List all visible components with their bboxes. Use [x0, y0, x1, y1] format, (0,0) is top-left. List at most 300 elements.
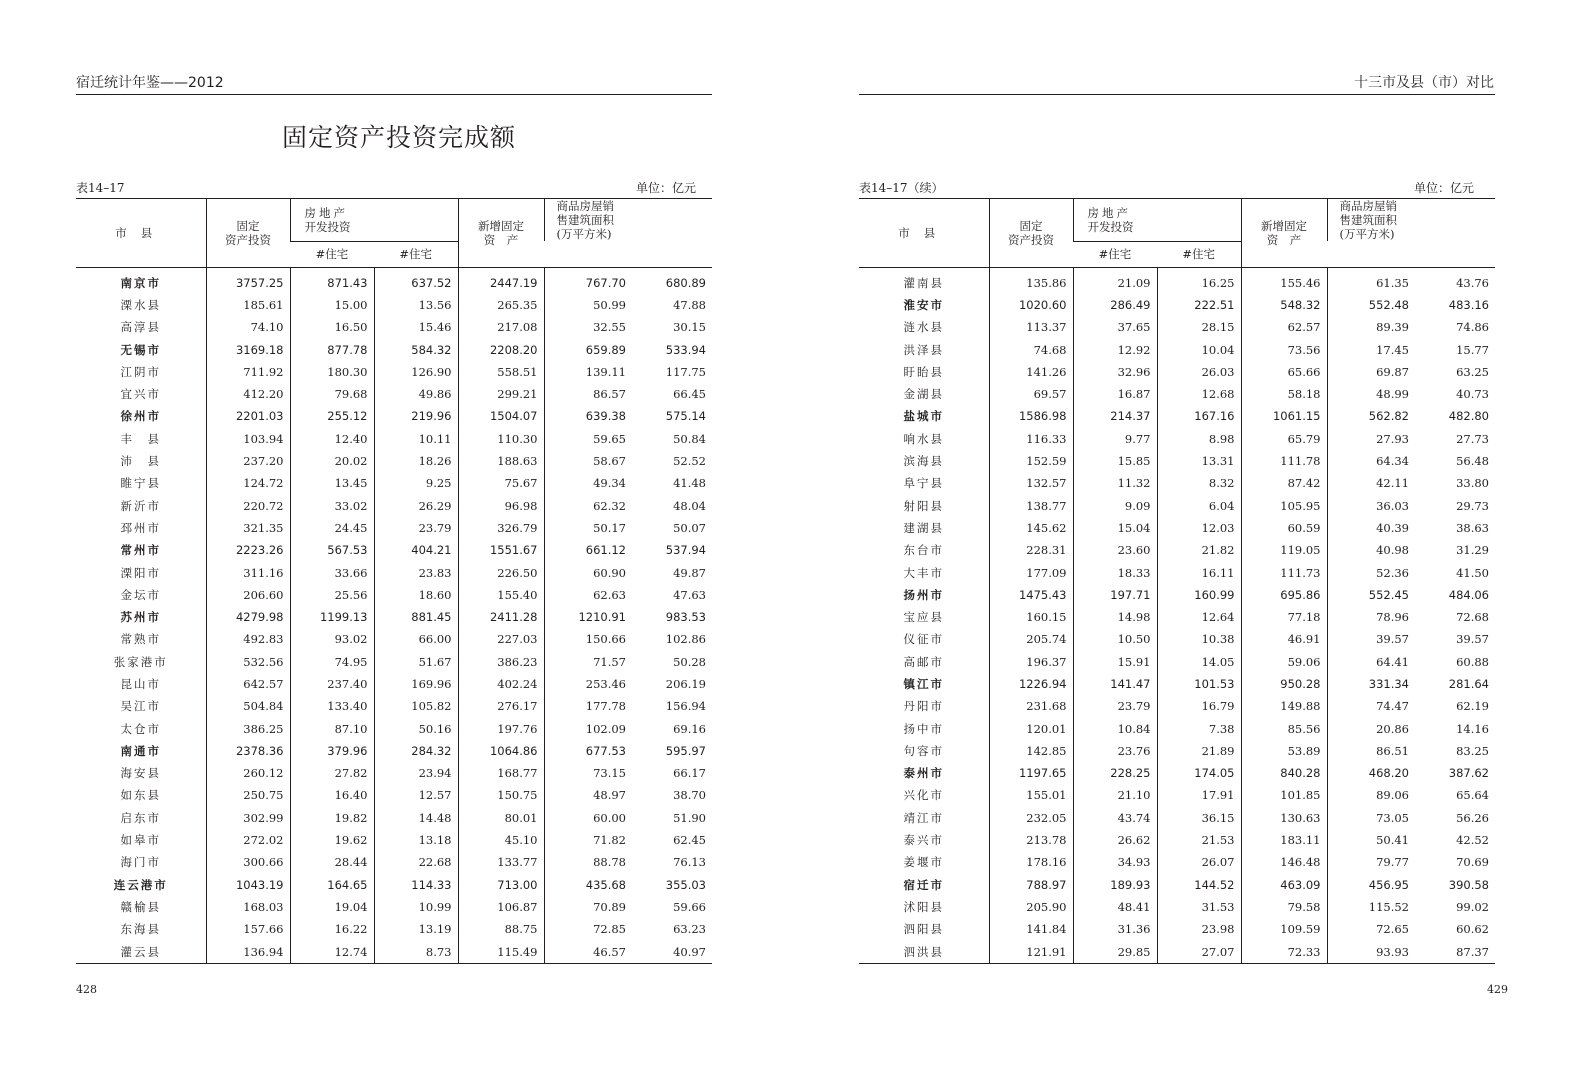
cell-realestate: 567.53: [290, 539, 374, 561]
cell-realestate: 43.74: [1073, 807, 1157, 829]
cell-realestate: 48.41: [1073, 896, 1157, 918]
cell-area: 64.41: [1327, 651, 1415, 673]
header-fixed-investment: 固定 资产投资: [989, 199, 1073, 268]
row-name: 宜兴市: [120, 387, 161, 402]
cell-res: 10.38: [1157, 628, 1241, 650]
table-row: [76, 294, 712, 316]
cell-res: 284.32: [374, 740, 458, 762]
cell-realestate: 16.22: [290, 918, 374, 940]
cell-fixed: 4279.98: [206, 606, 290, 628]
cell-realestate: 33.02: [290, 494, 374, 516]
row-name: 兴化市: [903, 788, 944, 803]
cell-realestate: 9.09: [1073, 494, 1157, 516]
cell-newfixed: 58.18: [1241, 383, 1327, 405]
cell-area_res: 62.45: [673, 833, 706, 848]
row-name: 涟水县: [903, 320, 944, 335]
header-area-residential: #住宅: [1157, 241, 1241, 267]
cell-newfixed: 59.06: [1241, 651, 1327, 673]
table-row: [76, 316, 712, 338]
cell-area_res: 62.19: [1456, 699, 1489, 714]
cell-newfixed: 80.01: [458, 807, 544, 829]
cell-area: 79.77: [1327, 851, 1415, 873]
row-name: 连云港市: [113, 877, 168, 892]
cell-area_res: 76.13: [673, 855, 706, 870]
cell-realestate: 19.82: [290, 807, 374, 829]
cell-area_res: 69.16: [673, 721, 706, 736]
cell-fixed: 3169.18: [206, 338, 290, 360]
cell-area_res: 595.97: [665, 743, 706, 758]
cell-newfixed: 276.17: [458, 695, 544, 717]
cell-fixed: 116.33: [989, 428, 1073, 450]
table-row: [859, 450, 1495, 472]
cell-res: 101.53: [1157, 673, 1241, 695]
cell-res: 27.07: [1157, 940, 1241, 963]
header-realestate: 房地产 开发投资: [1073, 199, 1241, 242]
cell-newfixed: 695.86: [1241, 584, 1327, 606]
cell-fixed: 1020.60: [989, 294, 1073, 316]
row-name: 金坛市: [120, 587, 161, 602]
cell-fixed: 205.90: [989, 896, 1073, 918]
row-name: 海安县: [120, 766, 161, 781]
row-name: 沛 县: [120, 454, 161, 469]
row-name: 如皋市: [120, 833, 161, 848]
cell-area: 456.95: [1327, 874, 1415, 896]
cell-res: 404.21: [374, 539, 458, 561]
cell-res: 21.82: [1157, 539, 1241, 561]
row-name: 常州市: [120, 543, 161, 558]
row-name: 镇江市: [903, 676, 944, 691]
cell-realestate: 93.02: [290, 628, 374, 650]
row-name: 宿迁市: [903, 877, 944, 892]
cell-fixed: 142.85: [989, 740, 1073, 762]
cell-res: 23.98: [1157, 918, 1241, 940]
data-table-right: [859, 198, 1495, 964]
cell-realestate: 16.87: [1073, 383, 1157, 405]
cell-res: 21.53: [1157, 829, 1241, 851]
cell-newfixed: 1504.07: [458, 405, 544, 427]
table-row: [859, 316, 1495, 338]
cell-res: 28.15: [1157, 316, 1241, 338]
table-row: [76, 918, 712, 940]
cell-area: 36.03: [1327, 494, 1415, 516]
table-row: [859, 829, 1495, 851]
cell-realestate: 19.04: [290, 896, 374, 918]
left-page: [0, 0, 793, 1077]
cell-area_res: 355.03: [665, 877, 706, 892]
row-name: 响水县: [903, 431, 944, 446]
cell-area_res: 41.50: [1456, 565, 1489, 580]
running-head-left: 宿迁统计年鉴——2012: [76, 75, 224, 91]
table-row: [76, 628, 712, 650]
cell-res: 21.89: [1157, 740, 1241, 762]
cell-fixed: 1043.19: [206, 874, 290, 896]
cell-realestate: 15.85: [1073, 450, 1157, 472]
cell-newfixed: 111.73: [1241, 561, 1327, 583]
cell-realestate: 16.50: [290, 316, 374, 338]
cell-area: 93.93: [1327, 940, 1415, 963]
cell-area: 468.20: [1327, 762, 1415, 784]
row-name: 睢宁县: [120, 476, 161, 491]
cell-res: 15.46: [374, 316, 458, 338]
cell-fixed: 136.94: [206, 940, 290, 963]
cell-res: 105.82: [374, 695, 458, 717]
cell-realestate: 23.60: [1073, 539, 1157, 561]
row-name: 张家港市: [113, 654, 168, 669]
cell-area: 177.78: [544, 695, 632, 717]
cell-fixed: 642.57: [206, 673, 290, 695]
cell-area_res: 72.68: [1456, 610, 1489, 625]
table-row: [859, 784, 1495, 806]
cell-realestate: 74.95: [290, 651, 374, 673]
cell-area: 70.89: [544, 896, 632, 918]
cell-area: 767.70: [544, 267, 632, 294]
header-new-fixed-assets: 新增固定 资 产: [458, 199, 544, 268]
cell-res: 23.94: [374, 762, 458, 784]
cell-res: 49.86: [374, 383, 458, 405]
table-row: [859, 428, 1495, 450]
cell-res: 10.11: [374, 428, 458, 450]
cell-newfixed: 46.91: [1241, 628, 1327, 650]
right-page: [793, 0, 1587, 1077]
cell-area_res: 38.70: [673, 788, 706, 803]
cell-area_res: 50.07: [673, 520, 706, 535]
table-row: [76, 428, 712, 450]
cell-fixed: 145.62: [989, 517, 1073, 539]
table-row: [76, 695, 712, 717]
cell-area_res: 102.86: [665, 632, 706, 647]
cell-newfixed: 96.98: [458, 494, 544, 516]
table-row: [859, 584, 1495, 606]
cell-res: 31.53: [1157, 896, 1241, 918]
cell-area: 61.35: [1327, 267, 1415, 294]
row-name: 宝应县: [903, 610, 944, 625]
cell-area_res: 56.48: [1456, 454, 1489, 469]
cell-area: 50.99: [544, 294, 632, 316]
row-name: 溧水县: [120, 297, 161, 312]
cell-res: 16.25: [1157, 267, 1241, 294]
table-row: [76, 338, 712, 360]
cell-newfixed: 183.11: [1241, 829, 1327, 851]
cell-area_res: 39.57: [1456, 632, 1489, 647]
table-row: [76, 762, 712, 784]
cell-newfixed: 227.03: [458, 628, 544, 650]
cell-area: 74.47: [1327, 695, 1415, 717]
row-name: 盐城市: [903, 409, 944, 424]
cell-area_res: 50.28: [673, 654, 706, 669]
cell-newfixed: 65.66: [1241, 361, 1327, 383]
cell-area_res: 43.76: [1456, 275, 1489, 290]
cell-area: 64.34: [1327, 450, 1415, 472]
cell-newfixed: 386.23: [458, 651, 544, 673]
row-name: 灌云县: [120, 944, 161, 959]
cell-newfixed: 85.56: [1241, 717, 1327, 739]
cell-area: 552.48: [1327, 294, 1415, 316]
cell-realestate: 21.09: [1073, 267, 1157, 294]
cell-area_res: 40.97: [673, 944, 706, 959]
row-name: 靖江市: [903, 810, 944, 825]
cell-fixed: 228.31: [989, 539, 1073, 561]
cell-res: 10.99: [374, 896, 458, 918]
cell-newfixed: 150.75: [458, 784, 544, 806]
cell-newfixed: 111.78: [1241, 450, 1327, 472]
cell-newfixed: 109.59: [1241, 918, 1327, 940]
cell-area_res: 52.52: [673, 454, 706, 469]
cell-fixed: 492.83: [206, 628, 290, 650]
cell-res: 169.96: [374, 673, 458, 695]
cell-newfixed: 1064.86: [458, 740, 544, 762]
cell-res: 16.79: [1157, 695, 1241, 717]
cell-res: 14.05: [1157, 651, 1241, 673]
cell-fixed: 157.66: [206, 918, 290, 940]
cell-area_res: 31.29: [1456, 543, 1489, 558]
table-row: [859, 940, 1495, 963]
cell-area: 89.06: [1327, 784, 1415, 806]
cell-fixed: 321.35: [206, 517, 290, 539]
cell-res: 36.15: [1157, 807, 1241, 829]
cell-fixed: 504.84: [206, 695, 290, 717]
cell-realestate: 286.49: [1073, 294, 1157, 316]
cell-fixed: 160.15: [989, 606, 1073, 628]
row-name: 南通市: [120, 743, 161, 758]
cell-realestate: 379.96: [290, 740, 374, 762]
cell-res: 26.07: [1157, 851, 1241, 873]
row-name: 徐州市: [120, 409, 161, 424]
cell-area: 69.87: [1327, 361, 1415, 383]
cell-area_res: 537.94: [665, 543, 706, 558]
cell-area_res: 60.62: [1456, 922, 1489, 937]
cell-realestate: 26.62: [1073, 829, 1157, 851]
cell-realestate: 16.40: [290, 784, 374, 806]
cell-fixed: 124.72: [206, 472, 290, 494]
cell-area_res: 40.73: [1456, 387, 1489, 402]
cell-area: 50.17: [544, 517, 632, 539]
cell-res: 13.31: [1157, 450, 1241, 472]
cell-fixed: 178.16: [989, 851, 1073, 873]
cell-fixed: 1197.65: [989, 762, 1073, 784]
table-row: [859, 740, 1495, 762]
header-residential: #住宅: [290, 241, 374, 267]
cell-res: 26.03: [1157, 361, 1241, 383]
cell-realestate: 23.76: [1073, 740, 1157, 762]
row-name: 滨海县: [903, 454, 944, 469]
header-sales-area: 商品房屋销 售建筑面积 (万平方米): [1327, 199, 1495, 242]
table-row: [76, 539, 712, 561]
cell-res: 13.18: [374, 829, 458, 851]
cell-realestate: 15.91: [1073, 651, 1157, 673]
cell-res: 144.52: [1157, 874, 1241, 896]
table-row: [859, 294, 1495, 316]
cell-res: 167.16: [1157, 405, 1241, 427]
header-fixed-investment: 固定 资产投资: [206, 199, 290, 268]
row-name: 淮安市: [903, 297, 944, 312]
cell-area: 62.32: [544, 494, 632, 516]
table-row: [76, 940, 712, 963]
cell-fixed: 711.92: [206, 361, 290, 383]
cell-realestate: 25.56: [290, 584, 374, 606]
row-name: 新沂市: [120, 498, 161, 513]
cell-newfixed: 713.00: [458, 874, 544, 896]
cell-fixed: 152.59: [989, 450, 1073, 472]
cell-area_res: 63.23: [673, 922, 706, 937]
cell-fixed: 135.86: [989, 267, 1073, 294]
row-name: 扬州市: [903, 587, 944, 602]
table-row: [76, 267, 712, 294]
cell-area: 86.57: [544, 383, 632, 405]
cell-newfixed: 326.79: [458, 517, 544, 539]
cell-newfixed: 146.48: [1241, 851, 1327, 873]
table-row: [859, 851, 1495, 873]
cell-newfixed: 119.05: [1241, 539, 1327, 561]
cell-newfixed: 548.32: [1241, 294, 1327, 316]
cell-area: 88.78: [544, 851, 632, 873]
row-name: 姜堰市: [903, 855, 944, 870]
cell-area_res: 66.17: [673, 766, 706, 781]
cell-res: 9.25: [374, 472, 458, 494]
cell-fixed: 155.01: [989, 784, 1073, 806]
cell-area: 253.46: [544, 673, 632, 695]
cell-fixed: 196.37: [989, 651, 1073, 673]
table-row: [859, 628, 1495, 650]
cell-realestate: 10.50: [1073, 628, 1157, 650]
table-row: [76, 874, 712, 896]
cell-area: 60.90: [544, 561, 632, 583]
row-name: 昆山市: [120, 676, 161, 691]
cell-area: 661.12: [544, 539, 632, 561]
cell-area: 86.51: [1327, 740, 1415, 762]
table-row: [859, 717, 1495, 739]
running-head-right: 十三市及县（市）对比: [1354, 75, 1494, 91]
cell-area: 562.82: [1327, 405, 1415, 427]
cell-newfixed: 106.87: [458, 896, 544, 918]
cell-fixed: 412.20: [206, 383, 290, 405]
row-name: 灌南县: [903, 275, 944, 290]
cell-area_res: 47.63: [673, 587, 706, 602]
cell-area_res: 99.02: [1456, 899, 1489, 914]
cell-res: 17.91: [1157, 784, 1241, 806]
cell-newfixed: 115.49: [458, 940, 544, 963]
row-name: 东台市: [903, 543, 944, 558]
cell-area: 72.85: [544, 918, 632, 940]
cell-area_res: 60.88: [1456, 654, 1489, 669]
cell-newfixed: 402.24: [458, 673, 544, 695]
cell-realestate: 237.40: [290, 673, 374, 695]
cell-realestate: 15.04: [1073, 517, 1157, 539]
table-row: [859, 651, 1495, 673]
cell-newfixed: 558.51: [458, 361, 544, 383]
cell-newfixed: 72.33: [1241, 940, 1327, 963]
table-row: [859, 606, 1495, 628]
cell-realestate: 13.45: [290, 472, 374, 494]
cell-area: 46.57: [544, 940, 632, 963]
cell-area: 71.82: [544, 829, 632, 851]
cell-area: 72.65: [1327, 918, 1415, 940]
cell-fixed: 788.97: [989, 874, 1073, 896]
cell-res: 584.32: [374, 338, 458, 360]
cell-area: 27.93: [1327, 428, 1415, 450]
header-county: 市县: [115, 225, 167, 240]
cell-res: 6.04: [1157, 494, 1241, 516]
cell-res: 174.05: [1157, 762, 1241, 784]
cell-realestate: 15.00: [290, 294, 374, 316]
header-realestate: 房地产 开发投资: [290, 199, 458, 242]
cell-area_res: 387.62: [1448, 766, 1489, 781]
table-row: [859, 539, 1495, 561]
cell-fixed: 74.10: [206, 316, 290, 338]
cell-res: 8.98: [1157, 428, 1241, 450]
table-row: [859, 695, 1495, 717]
cell-newfixed: 133.77: [458, 851, 544, 873]
cell-area: 115.52: [1327, 896, 1415, 918]
cell-realestate: 133.40: [290, 695, 374, 717]
table-row: [859, 338, 1495, 360]
cell-newfixed: 149.88: [1241, 695, 1327, 717]
cell-res: 219.96: [374, 405, 458, 427]
cell-fixed: 250.75: [206, 784, 290, 806]
cell-newfixed: 226.50: [458, 561, 544, 583]
cell-fixed: 1586.98: [989, 405, 1073, 427]
cell-fixed: 121.91: [989, 940, 1073, 963]
cell-res: 8.32: [1157, 472, 1241, 494]
cell-newfixed: 62.57: [1241, 316, 1327, 338]
row-name: 江阴市: [120, 364, 161, 379]
header-county: 市县: [898, 225, 950, 240]
cell-res: 126.90: [374, 361, 458, 383]
cell-realestate: 31.36: [1073, 918, 1157, 940]
cell-area_res: 33.80: [1456, 476, 1489, 491]
cell-fixed: 272.02: [206, 829, 290, 851]
table-row: [76, 450, 712, 472]
row-name: 太仓市: [120, 721, 161, 736]
row-name: 射阳县: [903, 498, 944, 513]
table-row: [76, 829, 712, 851]
cell-area_res: 15.77: [1456, 342, 1489, 357]
row-name: 高邮市: [903, 654, 944, 669]
cell-area: 40.98: [1327, 539, 1415, 561]
table-row: [76, 472, 712, 494]
cell-realestate: 23.79: [1073, 695, 1157, 717]
cell-realestate: 14.98: [1073, 606, 1157, 628]
data-table-left: [76, 198, 712, 964]
cell-fixed: 232.05: [989, 807, 1073, 829]
cell-newfixed: 155.40: [458, 584, 544, 606]
row-name: 苏州市: [120, 610, 161, 625]
cell-area_res: 42.52: [1456, 833, 1489, 848]
cell-area_res: 533.94: [665, 342, 706, 357]
cell-area_res: 70.69: [1456, 855, 1489, 870]
cell-realestate: 29.85: [1073, 940, 1157, 963]
cell-realestate: 37.65: [1073, 316, 1157, 338]
cell-area_res: 29.73: [1456, 498, 1489, 513]
cell-res: 50.16: [374, 717, 458, 739]
cell-area: 60.00: [544, 807, 632, 829]
row-name: 海门市: [120, 855, 161, 870]
row-name: 洪泽县: [903, 342, 944, 357]
cell-area_res: 66.45: [673, 387, 706, 402]
cell-res: 637.52: [374, 267, 458, 294]
table-row: [859, 267, 1495, 294]
cell-fixed: 237.20: [206, 450, 290, 472]
cell-area: 59.65: [544, 428, 632, 450]
cell-area: 39.57: [1327, 628, 1415, 650]
cell-realestate: 228.25: [1073, 762, 1157, 784]
table-number-left: 表14–17: [76, 181, 125, 195]
row-name: 赣榆县: [120, 899, 161, 914]
row-name: 溧阳市: [120, 565, 161, 580]
table-row: [859, 762, 1495, 784]
cell-realestate: 141.47: [1073, 673, 1157, 695]
row-name: 泗洪县: [903, 944, 944, 959]
cell-newfixed: 265.35: [458, 294, 544, 316]
